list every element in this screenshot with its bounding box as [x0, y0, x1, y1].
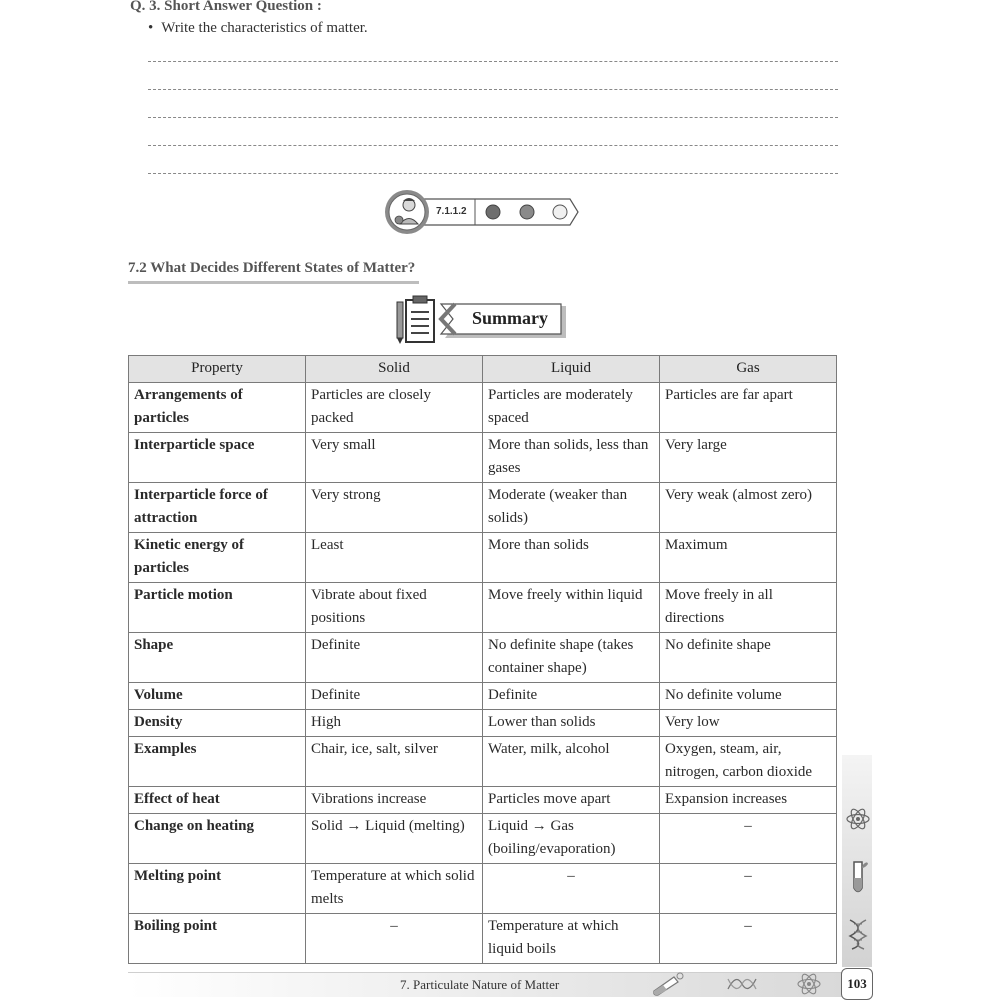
gas-cell: –	[660, 864, 837, 914]
property-cell: Particle motion	[129, 583, 306, 633]
question-title: Q. 3. Short Answer Question :	[130, 0, 322, 14]
gas-cell: Expansion increases	[660, 787, 837, 814]
liquid-cell: Temperature at which liquid boils	[483, 914, 660, 964]
solid-cell: Least	[306, 533, 483, 583]
liquid-cell: No definite shape (takes container shape)	[483, 633, 660, 683]
answer-line	[148, 145, 838, 146]
property-cell: Interparticle force of attraction	[129, 483, 306, 533]
gas-cell: –	[660, 814, 837, 864]
solid-cell: –	[306, 914, 483, 964]
progress-dot-filled	[520, 205, 534, 219]
table-row	[129, 710, 837, 737]
solid-cell: Very small	[306, 433, 483, 483]
bullet-dot: •	[148, 20, 154, 36]
property-cell: Shape	[129, 633, 306, 683]
property-cell: Arrangements of particles	[129, 383, 306, 433]
liquid-cell: Lower than solids	[483, 710, 660, 737]
liquid-cell: Move freely within liquid	[483, 583, 660, 633]
header-gas: Gas	[660, 356, 837, 383]
property-cell: Effect of heat	[129, 787, 306, 814]
section-heading: 7.2 What Decides Different States of Matter?	[128, 258, 419, 284]
header-liquid: Liquid	[483, 356, 660, 383]
gas-cell: Particles are far apart	[660, 383, 837, 433]
property-cell: Interparticle space	[129, 433, 306, 483]
header-property: Property	[129, 356, 306, 383]
table-row	[129, 433, 837, 483]
table-row	[129, 914, 837, 964]
property-cell: Boiling point	[129, 914, 306, 964]
liquid-cell: Particles are moderately spaced	[483, 383, 660, 433]
gas-cell: Very large	[660, 433, 837, 483]
table-row	[129, 583, 837, 633]
atom-icon	[796, 971, 822, 997]
badge-code: 7.1.1.2	[436, 206, 467, 217]
liquid-cell: More than solids, less than gases	[483, 433, 660, 483]
answer-line	[148, 89, 838, 90]
question-bullet-text: Write the characteristics of matter.	[161, 20, 368, 36]
solid-cell: Definite	[306, 683, 483, 710]
liquid-cell: –	[483, 864, 660, 914]
property-cell: Volume	[129, 683, 306, 710]
test-tube-icon	[650, 971, 686, 997]
table-row	[129, 683, 837, 710]
solid-cell: Particles are closely packed	[306, 383, 483, 433]
dna-icon	[846, 918, 870, 950]
clipboard-pen-icon	[397, 296, 434, 344]
footer-chapter-title: 7. Particulate Nature of Matter	[400, 977, 560, 992]
solid-cell: Definite	[306, 633, 483, 683]
liquid-cell: Liquid → Gas (boiling/evaporation)	[483, 814, 660, 864]
answer-line	[148, 61, 838, 62]
solid-cell: High	[306, 710, 483, 737]
table-row	[129, 814, 837, 864]
gas-cell: No definite volume	[660, 683, 837, 710]
atom-icon	[845, 806, 871, 832]
table-row	[129, 383, 837, 433]
answer-line	[148, 173, 838, 174]
page-number: 103	[841, 968, 873, 1000]
progress-dot-filled	[486, 205, 500, 219]
table-header-row	[129, 356, 837, 383]
table-row	[129, 864, 837, 914]
table-row	[129, 787, 837, 814]
property-cell: Melting point	[129, 864, 306, 914]
child-reading-icon	[385, 190, 429, 234]
gas-cell: Very weak (almost zero)	[660, 483, 837, 533]
liquid-cell: Definite	[483, 683, 660, 710]
liquid-cell: Particles move apart	[483, 787, 660, 814]
solid-cell: Chair, ice, salt, silver	[306, 737, 483, 787]
answer-line	[148, 117, 838, 118]
states-of-matter-table	[128, 355, 837, 964]
question-bullet	[148, 20, 368, 37]
property-cell: Kinetic energy of particles	[129, 533, 306, 583]
liquid-cell: More than solids	[483, 533, 660, 583]
solid-cell: Temperature at which solid melts	[306, 864, 483, 914]
table-row	[129, 483, 837, 533]
solid-cell: Solid → Liquid (melting)	[306, 814, 483, 864]
gas-cell: Oxygen, steam, air, nitrogen, carbon dioxide	[660, 737, 837, 787]
property-cell: Density	[129, 710, 306, 737]
header-solid: Solid	[306, 356, 483, 383]
property-cell: Examples	[129, 737, 306, 787]
dna-icon	[726, 973, 758, 995]
gas-cell: –	[660, 914, 837, 964]
gas-cell: Maximum	[660, 533, 837, 583]
table-row	[129, 633, 837, 683]
learning-outcome-badge	[384, 189, 584, 235]
gas-cell: Move freely in all directions	[660, 583, 837, 633]
table-row	[129, 737, 837, 787]
property-cell: Change on heating	[129, 814, 306, 864]
summary-label: Summary	[472, 308, 548, 328]
progress-dot-empty	[553, 205, 567, 219]
solid-cell: Vibrate about fixed positions	[306, 583, 483, 633]
table-row	[129, 533, 837, 583]
solid-cell: Vibrations increase	[306, 787, 483, 814]
gas-cell: No definite shape	[660, 633, 837, 683]
solid-cell: Very strong	[306, 483, 483, 533]
gas-cell: Very low	[660, 710, 837, 737]
test-tube-icon	[847, 858, 869, 896]
liquid-cell: Moderate (weaker than solids)	[483, 483, 660, 533]
liquid-cell: Water, milk, alcohol	[483, 737, 660, 787]
